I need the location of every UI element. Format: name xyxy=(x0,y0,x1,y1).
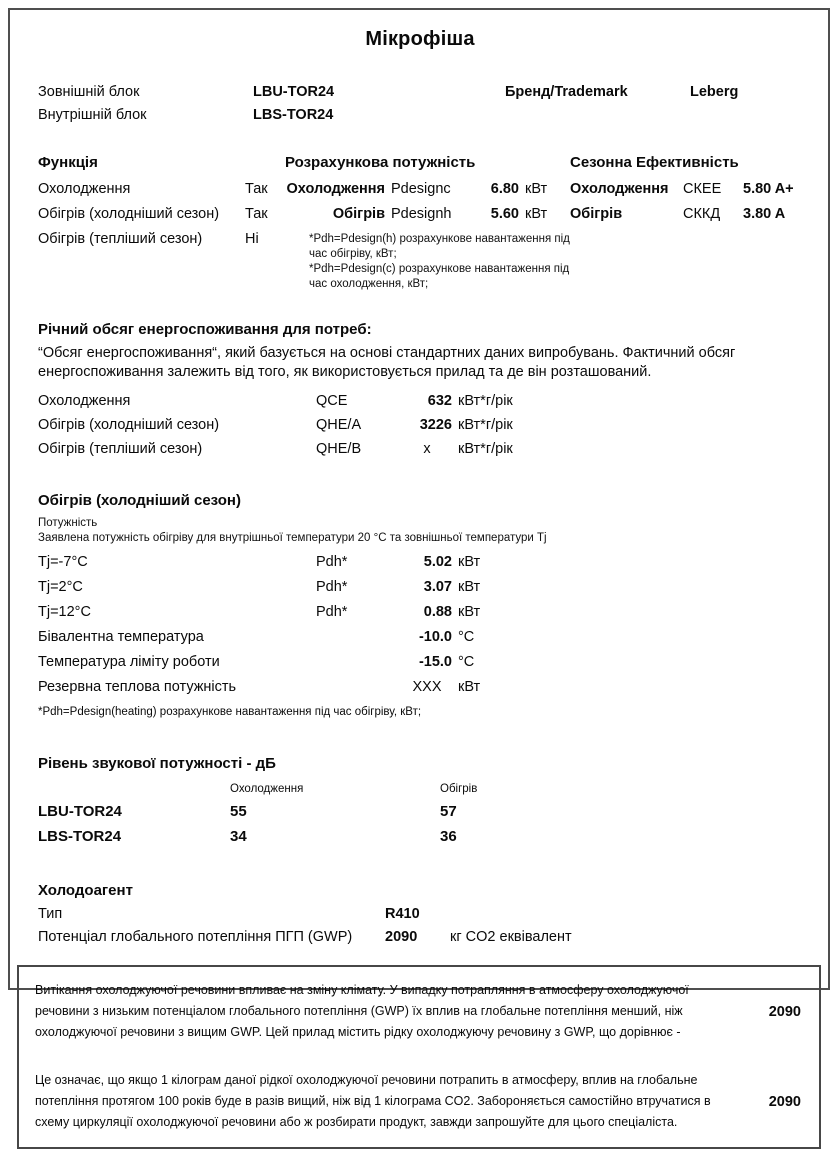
page-title: Мікрофіша xyxy=(365,28,475,50)
row-value: 3226 xyxy=(419,417,452,433)
indoor-unit-row xyxy=(38,104,802,127)
table-row xyxy=(38,437,802,461)
design-power-footnotes xyxy=(309,232,570,292)
row-unit: °C xyxy=(458,629,475,645)
row-label: Температура ліміту роботи xyxy=(38,654,220,670)
table-row xyxy=(38,550,802,575)
notice-paragraph xyxy=(35,980,803,1043)
refrigerant-heading: Холодоагент xyxy=(38,882,133,899)
row-value: 5.02 xyxy=(423,554,452,570)
row-value: Так xyxy=(245,181,268,197)
row-symbol: Pdesignh xyxy=(391,206,452,222)
row-label: Обігрів xyxy=(570,206,623,222)
gwp-notice-box xyxy=(17,965,821,1149)
function-heading: Функція xyxy=(38,154,98,171)
row-symbol: QCE xyxy=(316,393,348,409)
table-row xyxy=(38,177,285,202)
seasonal-efficiency-heading: Сезонна Ефективність xyxy=(570,154,739,171)
tj-table xyxy=(38,550,802,700)
heating-footnote: *Pdh=Pdesign(heating) розрахункове навантаження під час обігріву, кВт; xyxy=(38,706,422,718)
row-cooling-value: 55 xyxy=(230,803,247,820)
row-value: XXX xyxy=(412,679,442,695)
row-symbol: СККД xyxy=(683,206,721,222)
row-model: LBS-TOR24 xyxy=(38,828,122,845)
row-value: -15.0 xyxy=(418,654,452,670)
footnote: *Pdh=Pdesign(h) розрахункове навантаження під час обігріву, кВт; xyxy=(309,233,570,260)
row-label: Обігрів (холодніший сезон) xyxy=(38,417,220,433)
sound-power-section xyxy=(38,752,802,849)
row-label: Охолодження xyxy=(38,181,131,197)
row-label: Охолодження xyxy=(570,181,669,197)
row-label: Охолодження xyxy=(38,393,131,409)
notice-text: Це означає, що якщо 1 кілограм даної рідкої охолоджуючої речовини потрапить в атмосферу, вплив на глобальне потепління протягом 100 років буде в разів вищий, ніж від 1 кілограма CO2. Забороняється самостійно втручатися в схему циркуляції охолоджуючої речовини або ж розбирати продукт, завжди запрошуйте для цього спеціаліста. xyxy=(35,1073,711,1129)
row-symbol: Pdh* xyxy=(316,604,348,620)
row-label: Tj=2°C xyxy=(38,579,83,595)
gwp-value-badge: 2090 xyxy=(768,1093,801,1110)
table-row xyxy=(38,413,802,437)
row-unit: кВт xyxy=(525,181,548,197)
brand-value: Leberg xyxy=(690,84,739,100)
heating-note: Заявлена потужність обігріву для внутрішньої температури 20 °С та зовнішньої температури Tj xyxy=(38,532,547,544)
row-unit: °C xyxy=(458,654,475,670)
row-value: Ні xyxy=(245,231,259,247)
row-value: Так xyxy=(245,206,268,222)
annual-energy-heading: Річний обсяг енергоспоживання для потреб: xyxy=(38,321,372,338)
annual-energy-description: “Обсяг енергоспоживання“, який базується на основі стандартних даних випробувань. Фактичний обсяг енергоспоживання залежить від того, як використовується прилад та де він розташований. xyxy=(38,345,736,380)
unit-header xyxy=(38,81,802,127)
row-label: Потенціал глобального потепління ПГП (GWP) xyxy=(38,929,353,945)
row-unit: кВт xyxy=(458,554,481,570)
table-row xyxy=(285,202,570,227)
row-symbol: СКЕЕ xyxy=(683,181,722,197)
row-value: R410 xyxy=(385,906,420,922)
gwp-value-badge: 2090 xyxy=(768,1003,801,1020)
heating-season-heading: Обігрів (холодніший сезон) xyxy=(38,492,241,509)
heating-season-section xyxy=(38,489,802,720)
row-label: Обігрів (тепліший сезон) xyxy=(38,441,203,457)
row-label: Тип xyxy=(38,906,63,922)
sound-power-heading: Рівень звукової потужності - дБ xyxy=(38,755,276,772)
design-power-section xyxy=(285,151,570,292)
row-heating-value: 36 xyxy=(440,828,457,845)
row-label: Охолодження xyxy=(286,181,385,197)
table-row xyxy=(38,799,802,824)
row-unit: кВт*г/рік xyxy=(458,441,513,457)
row-unit: кг CO2 еквівалент xyxy=(450,929,572,945)
row-unit: кВт xyxy=(458,604,481,620)
row-label: Резервна теплова потужність xyxy=(38,679,237,695)
row-value: 632 xyxy=(427,393,452,409)
sound-power-column-headers xyxy=(38,779,802,799)
row-cooling-value: 34 xyxy=(230,828,247,845)
row-value: 3.07 xyxy=(423,579,452,595)
footnote: *Pdh=Pdesign(c) розрахункове навантаження під час охолодження, кВт; xyxy=(309,263,570,290)
row-unit: кВт*г/рік xyxy=(458,393,513,409)
heating-subheading: Потужність xyxy=(38,517,98,529)
row-label: Бівалентна температура xyxy=(38,629,204,645)
outdoor-unit-value: LBU-TOR24 xyxy=(253,84,335,100)
row-label: Обігрів (тепліший сезон) xyxy=(38,231,203,247)
column-header-cooling: Охолодження xyxy=(230,783,304,795)
function-section xyxy=(38,151,285,292)
row-model: LBU-TOR24 xyxy=(38,803,122,820)
indoor-unit-value: LBS-TOR24 xyxy=(253,107,334,123)
row-symbol: QHE/A xyxy=(316,417,362,433)
row-value: 3.80 A xyxy=(743,206,786,222)
row-value: 2090 xyxy=(385,929,418,945)
row-symbol: QHE/B xyxy=(316,441,362,457)
row-value: 5.80 A+ xyxy=(743,181,794,197)
spec-columns xyxy=(38,151,802,292)
table-row xyxy=(285,177,570,202)
table-row xyxy=(38,600,802,625)
table-row xyxy=(38,650,802,675)
page-border-frame xyxy=(8,8,830,1129)
row-value: 0.88 xyxy=(423,604,452,620)
row-unit: кВт xyxy=(458,679,481,695)
row-symbol: Pdh* xyxy=(316,579,348,595)
notice-paragraph xyxy=(35,1070,803,1133)
row-heating-value: 57 xyxy=(440,803,457,820)
table-row xyxy=(570,202,802,227)
row-symbol: Pdesignc xyxy=(391,181,451,197)
table-row xyxy=(38,625,802,650)
row-unit: кВт xyxy=(525,206,548,222)
annual-energy-section xyxy=(38,318,802,461)
outdoor-unit-row xyxy=(38,81,802,104)
row-value: 5.60 xyxy=(490,206,519,222)
table-row xyxy=(38,227,285,252)
table-row xyxy=(38,926,802,949)
table-row xyxy=(38,824,802,849)
row-unit: кВт xyxy=(458,579,481,595)
row-label: Tj=-7°C xyxy=(38,554,88,570)
refrigerant-section xyxy=(38,879,802,949)
row-unit: кВт*г/рік xyxy=(458,417,513,433)
brand-label: Бренд/Trademark xyxy=(505,84,628,100)
row-symbol: Pdh* xyxy=(316,554,348,570)
notice-text: Витікання охолоджуючої речовини впливає на зміну клімату. У випадку потрапляння в атмосферу охолоджуючої речовини з низьким потенціалом глобального потепління (GWP) їх вплив на глобальне потепління менший, ніж охолоджуючої речовини з вищим GWP. Цей прилад містить рідку охолоджуючу речовину з GWP, що дорівнює - xyxy=(35,983,689,1039)
table-row xyxy=(38,575,802,600)
table-row xyxy=(570,177,802,202)
table-row xyxy=(38,389,802,413)
outdoor-unit-label: Зовнішній блок xyxy=(38,84,140,100)
seasonal-efficiency-section xyxy=(570,151,802,292)
row-value: 6.80 xyxy=(490,181,519,197)
table-row xyxy=(38,903,802,926)
row-value: -10.0 xyxy=(418,629,452,645)
table-row xyxy=(38,675,802,700)
page-content xyxy=(10,28,828,949)
indoor-unit-label: Внутрішній блок xyxy=(38,107,147,123)
row-label: Обігрів xyxy=(332,206,385,222)
table-row xyxy=(38,202,285,227)
column-header-heating: Обігрів xyxy=(440,783,478,795)
design-power-heading: Розрахункова потужність xyxy=(285,154,476,171)
row-label: Tj=12°C xyxy=(38,604,91,620)
row-value: x xyxy=(423,441,431,457)
row-label: Обігрів (холодніший сезон) xyxy=(38,206,220,222)
